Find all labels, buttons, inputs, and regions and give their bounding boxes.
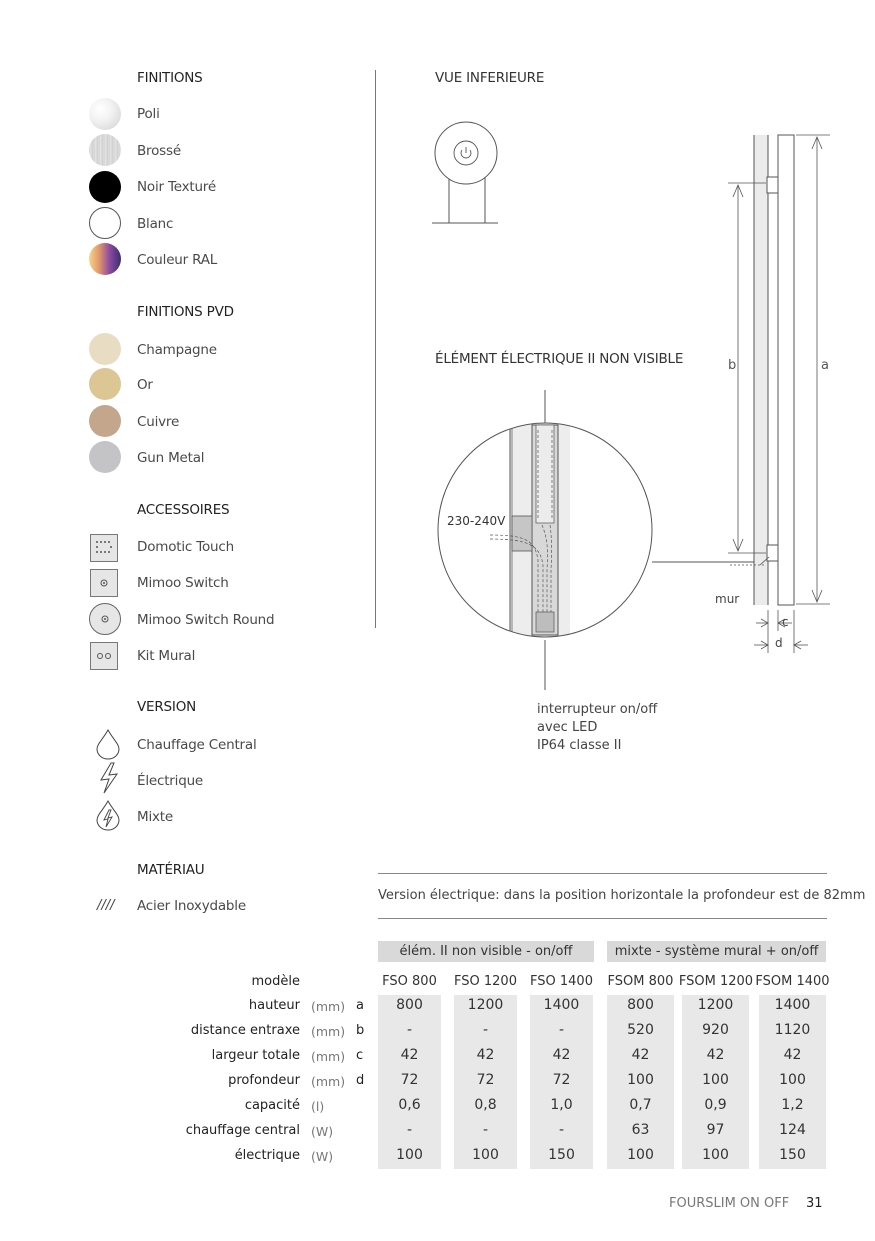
model-header: FSOM 800 [607, 974, 674, 989]
ral-swatch-icon [89, 243, 121, 275]
version-label: Chauffage Central [137, 737, 257, 753]
spec-cell: 124 [779, 1122, 806, 1138]
spec-row-unit: (mm) [311, 999, 346, 1014]
spec-row-label: distance entraxe [190, 1023, 300, 1038]
accessory-label: Mimoo Switch Round [137, 612, 275, 628]
white-swatch-icon [89, 207, 121, 239]
copper-swatch-icon [89, 405, 121, 437]
table-group-header: mixte - système mural + on/off [607, 941, 826, 962]
pvd-label: Cuivre [137, 414, 180, 430]
drop-icon [95, 728, 121, 760]
spec-cell: 150 [779, 1147, 806, 1163]
model-header: FSOM 1400 [755, 974, 830, 989]
interrupteur-note [537, 701, 657, 755]
polished-swatch-icon [89, 98, 121, 130]
note-rule-bottom [378, 918, 827, 919]
spec-row-label: chauffage central [185, 1123, 300, 1138]
version-label: Mixte [137, 809, 173, 825]
interrupteur-line: avec LED [537, 720, 598, 735]
spec-cell: 42 [476, 1047, 495, 1063]
mimoo-switch-icon [90, 569, 118, 597]
spec-cell: 0,6 [398, 1097, 421, 1113]
spec-cell: 42 [631, 1047, 650, 1063]
finitions-title: FINITIONS [137, 70, 203, 86]
spec-cell: - [558, 1022, 565, 1038]
page-number: 31 [806, 1196, 823, 1211]
model-header: FSO 1400 [530, 974, 593, 989]
voltage-label: 230-240V [447, 514, 506, 528]
column-divider [375, 70, 376, 628]
spec-row-label: électrique [234, 1148, 300, 1163]
finition-label: Couleur RAL [137, 252, 218, 268]
footer-product: FOURSLIM ON OFF [669, 1196, 790, 1211]
spec-row-unit: (mm) [311, 1024, 346, 1039]
spec-cell: 42 [706, 1047, 725, 1063]
element-title: ÉLÉMENT ÉLECTRIQUE II NON VISIBLE [435, 351, 684, 367]
black-swatch-icon [89, 171, 121, 203]
spec-row-label: largeur totale [211, 1048, 300, 1063]
spec-row-symbol: a [356, 998, 364, 1013]
spec-row-unit: (l) [311, 1099, 325, 1114]
dimension-a-label: a [821, 358, 829, 373]
spec-cell: 1200 [697, 997, 734, 1013]
spec-cell: 42 [400, 1047, 419, 1063]
interrupteur-line: IP64 classe II [537, 738, 622, 753]
spec-cell: 1200 [467, 997, 504, 1013]
table-group-header: élém. II non visible - on/off [378, 941, 594, 962]
spec-cell: 1,0 [550, 1097, 573, 1113]
spec-cell: 100 [627, 1147, 654, 1163]
spec-cell: 1120 [774, 1022, 811, 1038]
domotic-touch-icon [90, 534, 118, 562]
side-view-drawing [670, 125, 840, 660]
spec-cell: 1400 [774, 997, 811, 1013]
mimoo-switch-round-icon [89, 603, 121, 635]
spec-row-label: capacité [244, 1098, 300, 1113]
model-header: FSOM 1200 [678, 974, 754, 989]
vue-inferieure-title: VUE INFERIEURE [435, 70, 545, 86]
spec-row-unit: (W) [311, 1124, 334, 1139]
kit-mural-icon [90, 642, 118, 670]
horizontal-depth-note: Version électrique: dans la position horizontale la profondeur est de 82mm [378, 888, 866, 903]
finition-label: Brossé [137, 143, 181, 159]
spec-cell: 920 [702, 1022, 729, 1038]
spec-cell: 0,9 [704, 1097, 727, 1113]
spec-row-symbol: c [356, 1048, 364, 1063]
spec-cell: 97 [706, 1122, 725, 1138]
spec-cell: 0,8 [474, 1097, 497, 1113]
spec-cell: 1,2 [781, 1097, 804, 1113]
pvd-label: Champagne [137, 342, 217, 358]
gunmetal-swatch-icon [89, 441, 121, 473]
spec-row-label: profondeur [228, 1073, 300, 1088]
model-header: FSO 800 [382, 974, 437, 989]
spec-cell: 100 [702, 1072, 729, 1088]
version-label: Électrique [137, 773, 204, 789]
lightning-icon [98, 762, 120, 794]
spec-cell: 72 [552, 1072, 571, 1088]
materiau-title: MATÉRIAU [137, 862, 205, 878]
spec-cell: 150 [548, 1147, 575, 1163]
pvd-label: Or [137, 377, 153, 393]
note-rule-top [378, 873, 827, 874]
model-header: FSO 1200 [454, 974, 517, 989]
spec-cell: 100 [779, 1072, 806, 1088]
spec-cell: 100 [627, 1072, 654, 1088]
spec-cell: 72 [400, 1072, 419, 1088]
spec-cell: 72 [476, 1072, 495, 1088]
finitions-pvd-title: FINITIONS PVD [137, 304, 234, 320]
spec-row-symbol: d [356, 1073, 365, 1088]
dimension-d-label: d [775, 636, 783, 650]
spec-row-unit: (mm) [311, 1074, 346, 1089]
version-title: VERSION [137, 699, 197, 715]
spec-cell: 800 [627, 997, 654, 1013]
spec-cell: 63 [631, 1122, 650, 1138]
brushed-swatch-icon [89, 134, 121, 166]
finition-label: Noir Texturé [137, 179, 216, 195]
accessoires-title: ACCESSOIRES [137, 502, 230, 518]
spec-cell: - [406, 1122, 413, 1138]
spec-row-label: hauteur [248, 998, 300, 1013]
spec-cell: 100 [702, 1147, 729, 1163]
pvd-label: Gun Metal [137, 450, 205, 466]
spec-cell: - [482, 1022, 489, 1038]
stainless-steel-icon: //// [97, 898, 115, 913]
dimension-c-label: c [782, 615, 789, 629]
spec-cell: - [558, 1122, 565, 1138]
finition-label: Blanc [137, 216, 174, 232]
accessory-label: Domotic Touch [137, 539, 234, 555]
spec-row-symbol: b [356, 1023, 365, 1038]
accessory-label: Kit Mural [137, 648, 196, 664]
finition-label: Poli [137, 106, 160, 122]
spec-cell: - [482, 1122, 489, 1138]
spec-cell: 100 [396, 1147, 423, 1163]
interrupteur-line: interrupteur on/off [537, 702, 658, 717]
spec-cell: 1400 [543, 997, 580, 1013]
mixed-drop-lightning-icon [95, 799, 121, 831]
electric-element-detail-drawing [430, 390, 680, 695]
bottom-view-drawing [430, 115, 500, 227]
spec-row-unit: (W) [311, 1149, 334, 1164]
spec-cell: 42 [552, 1047, 571, 1063]
materiau-label: Acier Inoxydable [137, 898, 246, 914]
spec-cell: 520 [627, 1022, 654, 1038]
dimension-b-label: b [728, 358, 737, 373]
spec-cell: - [406, 1022, 413, 1038]
spec-row-unit: (mm) [311, 1049, 346, 1064]
champagne-swatch-icon [89, 333, 121, 365]
spec-cell: 100 [472, 1147, 499, 1163]
spec-cell: 800 [396, 997, 423, 1013]
mur-label: mur [715, 592, 740, 606]
model-row-label: modèle [251, 974, 300, 989]
gold-swatch-icon [89, 368, 121, 400]
spec-cell: 42 [783, 1047, 802, 1063]
accessory-label: Mimoo Switch [137, 575, 229, 591]
spec-cell: 0,7 [629, 1097, 652, 1113]
